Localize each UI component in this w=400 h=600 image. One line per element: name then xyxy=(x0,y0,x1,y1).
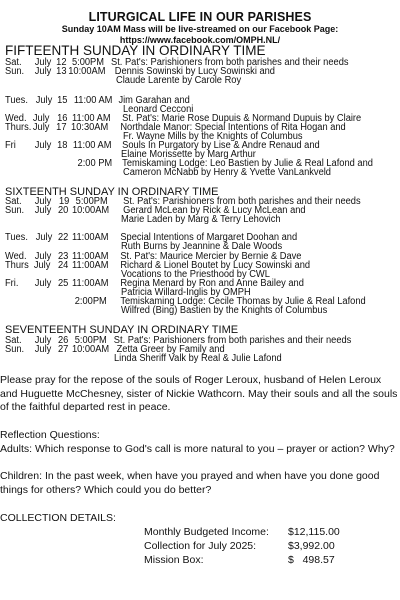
entry-continuation: Vocations to the Priesthood by CWL xyxy=(121,269,270,280)
week-heading: FIFTEENTH SUNDAY IN ORDINARY TIME xyxy=(5,43,266,58)
entry-time: 11:00AM xyxy=(71,232,109,243)
entry-date: 24 xyxy=(58,260,69,271)
entry-month: July xyxy=(34,57,52,68)
entry-continuation: Claude Larente by Carole Roy xyxy=(116,75,242,86)
entry-time: 10:00AM xyxy=(71,205,110,216)
entry-intention: Gerard McLean by Rick & Lucy McLean and xyxy=(123,205,306,216)
collection-row xyxy=(144,540,256,552)
collection-label: Collection for July 2025: xyxy=(144,540,257,552)
entry-date: 17 xyxy=(56,122,67,133)
entry-day: Sat. xyxy=(5,57,22,68)
entry-date: 25 xyxy=(58,278,69,289)
entry-continuation: Fr. Wayne Mills by the Knights of Columbus xyxy=(123,131,303,142)
entry-day: Sat. xyxy=(5,196,22,207)
entry-date: 13 xyxy=(56,66,67,77)
entry-time: 10:00AM xyxy=(68,66,106,77)
entry-intention: Temiskaming Lodge: Cecile Thomas by Julie & Real Lafond xyxy=(120,296,366,307)
collection-label: Monthly Budgeted Income: xyxy=(144,526,269,538)
entry-continuation: Linda Sheriff Valk by Real & Julie Lafond xyxy=(114,353,282,364)
entry-time: 11:00AM xyxy=(71,251,109,262)
entry-day: Sun. xyxy=(5,344,25,355)
reflection-children: Children: In the past week, when have you prayed and when have you done good things for others? Which could you do better? xyxy=(0,470,380,496)
collection-value: $12,115.00 xyxy=(288,526,340,538)
entry-intention: Richard & Lionel Boutet by Lucy Sowinski and xyxy=(120,260,311,271)
entry-date: 23 xyxy=(58,251,69,262)
entry-date: 15 xyxy=(57,95,68,106)
entry-day: Tues. xyxy=(5,232,28,243)
entry-intention: Dennis Sowinski by Lucy Sowinski and xyxy=(114,66,275,77)
collection-row xyxy=(144,526,269,538)
entry-day: Thurs. xyxy=(5,122,32,133)
livestream-note: Sunday 10AM Mass will be live-streamed on our Facebook Page: xyxy=(61,24,339,34)
entry-intention: St. Pat's: Marie Rose Dupuis & Normand Dupuis by Claire xyxy=(122,113,362,124)
entry-date: 16 xyxy=(57,113,68,124)
entry-month: July xyxy=(32,122,50,133)
entry-month: July xyxy=(34,335,52,346)
entry-intention: St. Pat's: Parishioners from both parishes and their needs xyxy=(123,196,361,207)
entry-time: 11:00AM xyxy=(71,260,109,271)
entry-intention: Jim Garahan and xyxy=(118,95,190,106)
entry-time: 5:00PM xyxy=(74,335,107,346)
entry-month: July xyxy=(32,113,50,124)
entry-time: 5:00PM xyxy=(71,57,105,68)
entry-month: July xyxy=(35,232,53,243)
entry-day: Fri xyxy=(5,140,16,151)
entry-month: July xyxy=(34,140,52,151)
entry-continuation: Wilfred (Bing) Bastien by the Knights of Columbus xyxy=(121,305,328,316)
entry-continuation: Cameron McNabb by Henry & Yvette VanLankveld xyxy=(123,167,331,178)
entry-intention: Temiskaming Lodge: Leo Bastien by Julie & Real Lafond and xyxy=(122,158,373,169)
entry-month: July xyxy=(34,251,52,262)
entry-day: Sun. xyxy=(5,66,25,77)
entry-continuation: Leonard Cecconi xyxy=(123,104,194,115)
entry-month: July xyxy=(34,205,52,216)
entry-time: 2:00PM xyxy=(74,296,107,307)
entry-time: 11:00AM xyxy=(71,278,109,289)
entry-month: July xyxy=(34,66,52,77)
entry-continuation: Patricia Willard-Inglis by OMPH xyxy=(121,287,251,298)
entry-day: Tues. xyxy=(5,95,28,106)
collection-label: Mission Box: xyxy=(144,554,204,566)
entry-time: 10:30AM xyxy=(71,122,109,133)
prayer-paragraph: Please pray for the repose of the souls of Roger Leroux, husband of Helen Leroux and Huguette McChesney, sister of Nickie Wathcorn. May their souls and all the souls of the faithful departed rest in peace. xyxy=(0,374,398,413)
entry-month: July xyxy=(34,344,52,355)
entry-date: 19 xyxy=(58,196,70,207)
entry-month: July xyxy=(33,260,51,271)
collection-row xyxy=(144,554,204,566)
week-heading: SIXTEENTH SUNDAY IN ORDINARY TIME xyxy=(5,186,219,198)
entry-day: Fri. xyxy=(5,278,19,289)
entry-date: 26 xyxy=(58,335,69,346)
collection-heading: COLLECTION DETAILS: xyxy=(0,512,116,524)
entry-continuation: Marie Laden by Marg & Terry Lehovich xyxy=(121,214,281,225)
entry-month: July xyxy=(34,196,52,207)
entry-continuation: Elaine Morissette by Marg Arthur xyxy=(121,149,256,160)
bulletin-title: LITURGICAL LIFE IN OUR PARISHES xyxy=(88,10,312,24)
entry-time: 5:00PM xyxy=(75,196,108,207)
entry-month: July xyxy=(34,278,52,289)
entry-date: 12 xyxy=(56,57,67,68)
entry-intention: Northdale Manor: Special Intentions of Rita Hogan and xyxy=(120,122,346,133)
entry-intention: Souls In Purgatory by Lise & Andre Renaud and xyxy=(122,140,320,151)
entry-date: 20 xyxy=(58,205,69,216)
collection-value: $3,992.00 xyxy=(288,540,335,552)
entry-date: 27 xyxy=(58,344,69,355)
entry-month: July xyxy=(35,95,53,106)
entry-time: 11:00 AM xyxy=(71,113,111,124)
entry-intention: Special Intentions of Margaret Doohan and xyxy=(120,232,298,243)
entry-intention: St. Pat's: Parishioners from both parishes and their needs xyxy=(111,57,349,68)
entry-intention: St. Pat's: Maurice Mercier by Bernie & Dave xyxy=(120,251,302,262)
entry-time: 11:00 AM xyxy=(72,140,112,151)
reflection-heading: Reflection Questions: xyxy=(0,429,100,441)
entry-day: Thurs xyxy=(5,260,29,271)
entry-time: 10:00AM xyxy=(71,344,110,355)
entry-intention: St. Pat's: Parishioners from both parishes and their needs xyxy=(113,335,352,346)
collection-value: $ 498.57 xyxy=(288,554,335,566)
entry-date: 22 xyxy=(58,232,69,243)
entry-day: Wed. xyxy=(5,251,27,262)
entry-intention: Regina Menard by Ron and Anne Bailey and xyxy=(120,278,304,289)
entry-continuation: Ruth Burns by Jeannine & Dale Woods xyxy=(121,241,283,252)
entry-time: 11:00 AM xyxy=(73,95,113,106)
entry-day: Sat. xyxy=(5,335,22,346)
entry-intention: Zetta Greer by Family and xyxy=(116,344,225,355)
week-heading: SEVENTEENTH SUNDAY IN ORDINARY TIME xyxy=(5,324,239,336)
entry-day: Wed. xyxy=(5,113,27,124)
entry-day: Sun. xyxy=(5,205,25,216)
entry-date: 18 xyxy=(57,140,68,151)
reflection-adults: Adults: Which response to God's call is more natural to you – prayer or action? Why? xyxy=(0,443,395,455)
facebook-url: https://www.facebook.com/OMPH.NL/ xyxy=(119,35,281,45)
entry-time: 2:00 PM xyxy=(77,158,113,169)
